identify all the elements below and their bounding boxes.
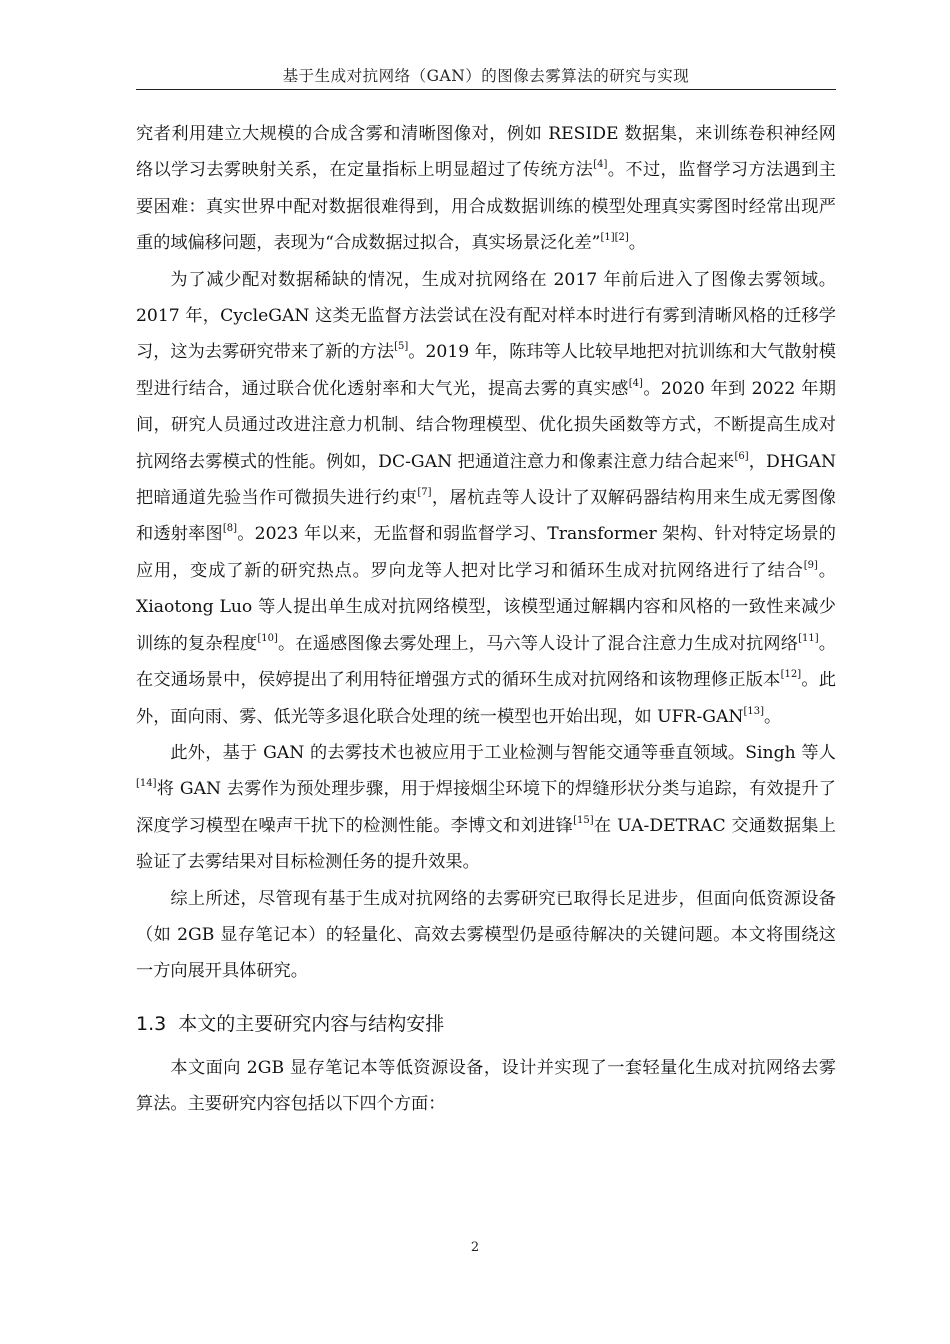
section-title: 本文的主要研究内容与结构安排 — [178, 1012, 445, 1035]
page-number: 2 — [470, 1240, 480, 1255]
citation: [5] — [394, 341, 409, 353]
citation: [15] — [573, 814, 594, 826]
citation: [13] — [743, 705, 764, 717]
citation: [14] — [136, 778, 157, 790]
paragraph-text: 综上所述，尽管现有基于生成对抗网络的去雾研究已取得长足进步，但面向低资源设备（如 2GB 显存笔记本）的轻量化、高效去雾模型仍是亟待解决的关键问题。本文将围绕这一方向展开具体研究。 — [136, 888, 836, 982]
paragraph-text: 。2020 年到 2022 年期间，研究人员通过改进注意力机制、结合物理模型、优化损失函数等方式，不断提高生成对抗网络去雾模式的性能。例如，DC-GAN 把通道注意力和像素注意力结合起来 — [136, 378, 836, 472]
paragraph-text: 在 UA-DETRAC 交通数据集上验证了去雾结果对目标检测任务的提升效果。 — [136, 815, 836, 873]
citation: [4] — [593, 159, 608, 171]
paragraph-text: 究者利用建立大规模的合成含雾和清晰图像对，例如 RESIDE 数据集，来训练卷积神经网络以学习去雾映射关系，在定量指标上明显超过了传统方法 — [136, 124, 836, 181]
paragraph-text: ，屠杭垚等人设计了双解码器结构用来生成无雾图像和透射率图 — [136, 488, 836, 545]
paragraph-text: 为了减少配对数据稀缺的情况，生成对抗网络在 2017 年前后进入了图像去雾领域。2017 年，CycleGAN 这类无监督方法尝试在没有配对样本时进行有雾到清晰风格的迁移学习，这为去雾研究带来了新的方法 — [136, 269, 836, 363]
paragraph-4 — [136, 881, 836, 990]
citation: [1][2] — [600, 232, 629, 244]
citation: [10] — [257, 632, 278, 644]
citation: [6] — [734, 450, 749, 462]
running-header: 基于生成对抗网络（GAN）的图像去雾算法的研究与实现 — [282, 67, 690, 85]
paragraph-text: 。 — [628, 233, 646, 254]
citation: [12] — [780, 669, 802, 681]
citation: [9] — [803, 559, 818, 571]
paragraph-text: 。 — [763, 706, 782, 727]
header-rule — [136, 89, 836, 90]
paragraph-1 — [136, 116, 836, 262]
paragraph-text: 。2019 年，陈玮等人比较早地把对抗训练和大气散射模型进行结合，通过联合优化透射率和大气光，提高去雾的真实感 — [136, 342, 836, 399]
paragraph-text: ，DHGAN 把暗通道先验当作可微损失进行约束 — [136, 451, 837, 509]
paragraph-text: 本文面向 2GB 显存笔记本等低资源设备，设计并实现了一套轻量化生成对抗网络去雾算法。主要研究内容包括以下四个方面： — [136, 1057, 836, 1115]
citation: [8] — [222, 523, 238, 535]
paragraph-2 — [136, 262, 836, 735]
paragraph-3 — [136, 735, 836, 881]
paragraph-text: 。Xiaotong Luo 等人提出单生成对抗网络模型，该模型通过解耦内容和风格的一致性来减少训练的复杂程度 — [136, 560, 836, 654]
paragraph-text: 。不过，监督学习方法遇到主要困难：真实世界中配对数据很难得到，用合成数据训练的模型处理真实雾图时经常出现严重的域偏移问题，表现为“合成数据过拟合，真实场景泛化差” — [136, 160, 836, 254]
paragraph-text: 。在交通场景中，侯婷提出了利用特征增强方式的循环生成对抗网络和该物理修正版本 — [136, 633, 836, 691]
paragraph-text: 。2023 年以来，无监督和弱监督学习、Transformer 架构、针对特定场景的应用，变成了新的研究热点。罗向龙等人把对比学习和循环生成对抗网络进行了结合 — [136, 524, 836, 581]
section-heading — [136, 1006, 836, 1042]
citation: [11] — [798, 632, 819, 644]
paragraph-5 — [136, 1050, 836, 1123]
paragraph-text: 。在遥感图像去雾处理上，马六等人设计了混合注意力生成对抗网络 — [277, 633, 799, 654]
paragraph-text: 此外，基于 GAN 的去雾技术也被应用于工业检测与智能交通等垂直领域。Singh 等人 — [170, 742, 836, 763]
paragraph-text: 。此外，面向雨、雾、低光等多退化联合处理的统一模型也开始出现，如 UFR-GAN — [136, 670, 836, 727]
paragraph-text: 将 GAN 去雾作为预处理步骤，用于焊接烟尘环境下的焊缝形状分类与追踪，有效提升了深度学习模型在噪声干扰下的检测性能。李博文和刘进锋 — [136, 779, 836, 836]
citation: [7] — [417, 487, 432, 499]
body-text — [136, 116, 836, 1123]
section-number: 1.3 — [136, 1012, 167, 1035]
citation: [4] — [628, 377, 643, 389]
